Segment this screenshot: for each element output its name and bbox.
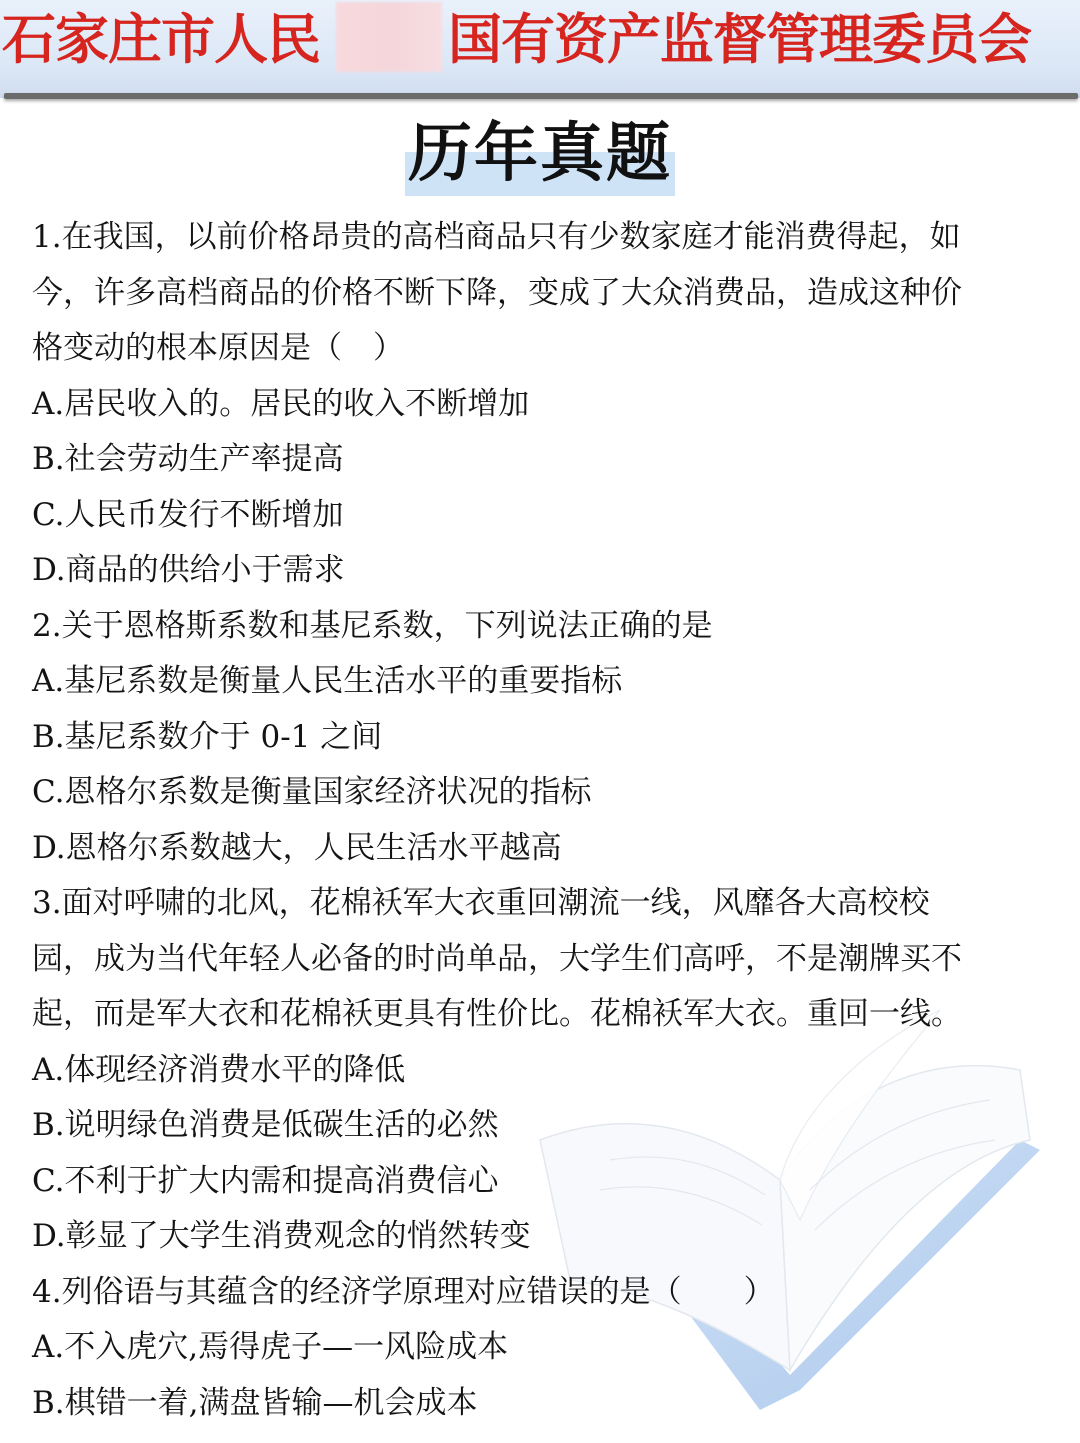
question-2-option-c: C.恩格尔系数是衡量国家经济状况的指标 — [32, 774, 592, 810]
question-2-option-b: B.基尼系数介于 0-1 之间 — [32, 718, 383, 755]
question-1-stem-line-2: 今，许多高档商品的价格不断下降，变成了大众消费品，造成这种价 — [32, 274, 962, 311]
page-title: 历年真题 — [408, 116, 672, 191]
banner-divider — [4, 93, 1078, 99]
question-4 — [32, 1265, 1032, 1432]
question-3-stem-line-2: 园，成为当代年轻人必备的时尚单品，大学生们高呼，不是潮牌买不 — [32, 940, 962, 977]
question-4-option-b: B.棋错一着,满盘皆输—机会成本 — [32, 1384, 478, 1421]
question-3 — [32, 876, 1032, 1265]
banner-text-right: 国有资产监督管理委员会 — [448, 7, 1031, 71]
question-4-stem-line-1: 4.列俗语与其蕴含的经济学原理对应错误的是（ ） — [32, 1273, 775, 1310]
question-2-stem-line-1: 2.关于恩格斯系数和基尼系数，下列说法正确的是 — [32, 607, 713, 644]
question-1-option-d: D.商品的供给小于需求 — [32, 552, 345, 588]
question-1-stem-line-3: 格变动的根本原因是（ ） — [32, 330, 404, 366]
question-3-option-d: D.彰显了大学生消费观念的悄然转变 — [32, 1218, 531, 1254]
question-2-option-a: A.基尼系数是衡量人民生活水平的重要指标 — [32, 663, 623, 699]
redacted-region — [336, 2, 442, 72]
question-2 — [32, 599, 1032, 877]
question-3-option-b: B.说明绿色消费是低碳生活的必然 — [32, 1107, 499, 1143]
banner-text-left: 石家庄市人民 — [2, 7, 320, 71]
question-1-option-b: B.社会劳动生产率提高 — [32, 441, 344, 477]
question-3-stem-line-1: 3.面对呼啸的北风，花棉袄军大衣重回潮流一线，风靡各大高校校 — [32, 885, 930, 921]
question-4-option-a: A.不入虎穴,焉得虎子—一风险成本 — [32, 1329, 509, 1365]
question-3-stem-line-3: 起，而是军大衣和花棉袄更具有性价比。花棉袄军大衣。重回一线。 — [32, 996, 962, 1032]
question-2-option-d: D.恩格尔系数越大，人民生活水平越高 — [32, 829, 562, 866]
question-1 — [32, 210, 1032, 599]
question-3-option-a: A.体现经济消费水平的降低 — [32, 1051, 406, 1088]
question-1-stem-line-1: 1.在我国，以前价格昂贵的高档商品只有少数家庭才能消费得起，如 — [32, 219, 961, 255]
question-3-option-c: C.不利于扩大内需和提高消费信心 — [32, 1162, 499, 1199]
question-list — [32, 210, 1032, 1431]
question-1-option-a: A.居民收入的。居民的收入不断增加 — [32, 385, 530, 422]
question-1-option-c: C.人民币发行不断增加 — [32, 496, 344, 533]
